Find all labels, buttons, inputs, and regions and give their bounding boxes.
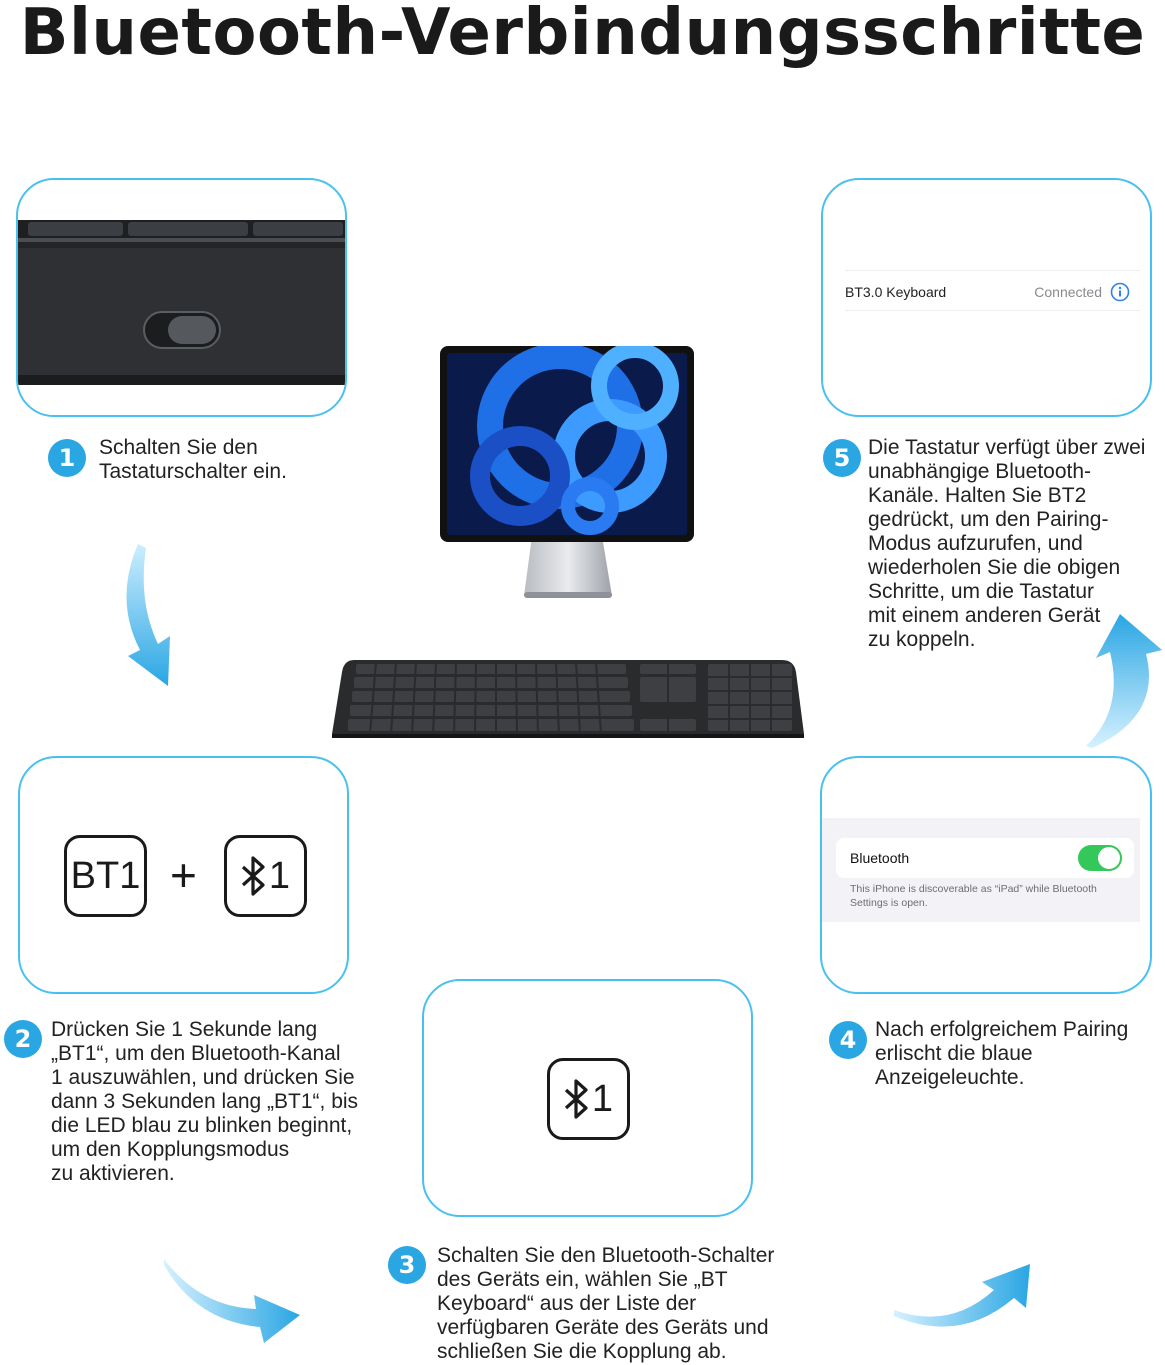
step-2-text: Drücken Sie 1 Sekunde lang „BT1“, um den Bluetooth-Kanal 1 auszuwählen, und drücken Sie dann 3 Sekunden lang „BT1“, bis die LED blau zu blinken beginnt, um den Kopplungsmodus zu aktivieren. (51, 1018, 359, 1185)
step-4-badge: 4 (829, 1021, 867, 1059)
arrow-step4-to-step5 (1080, 610, 1165, 750)
device-list-top-divider (845, 270, 1140, 271)
bluetooth-row (836, 838, 1134, 878)
device-name: BT3.0 Keyboard (845, 284, 947, 300)
card-key-combo (18, 756, 349, 994)
card-bluetooth-settings (820, 756, 1152, 994)
device-list-bottom-divider (845, 310, 1140, 311)
tablet-image (440, 346, 694, 601)
bluetooth-key-label: 1 (268, 854, 291, 897)
step-4-text: Nach erfolgreichem Pairing erlischt die blaue Anzeigeleuchte. (875, 1018, 1129, 1089)
info-icon[interactable] (1110, 282, 1130, 305)
arrow-step1-to-step2 (110, 540, 180, 690)
device-status: Connected (1034, 284, 1102, 300)
bluetooth-icon (564, 1079, 590, 1119)
card-bluetooth-key (422, 979, 753, 1217)
page-title: Bluetooth-Verbindungsschritte (19, 0, 1146, 70)
settings-panel (822, 818, 1140, 922)
arrow-step2-to-step3 (160, 1255, 305, 1350)
bt1-key (64, 835, 147, 917)
keyboard-side-image (18, 180, 347, 417)
keyboard-image (332, 658, 804, 740)
bluetooth-key (224, 835, 307, 917)
toggle-knob (1098, 847, 1120, 869)
step-1-badge: 1 (48, 439, 86, 477)
arrow-step3-to-step4 (890, 1260, 1035, 1330)
step-1-text: Schalten Sie den Tastaturschalter ein. (99, 436, 287, 483)
discoverable-note: This iPhone is discoverable as “iPad” while Bluetooth Settings is open. (850, 883, 1097, 909)
card-device-list (821, 178, 1152, 417)
bluetooth-key-large-label: 1 (591, 1077, 614, 1120)
card-keyboard-switch (16, 178, 347, 417)
step-3-badge: 3 (388, 1246, 426, 1284)
bluetooth-toggle[interactable] (1078, 845, 1122, 871)
bt1-key-label: BT1 (70, 854, 141, 897)
bluetooth-label: Bluetooth (850, 850, 910, 866)
step-2-badge: 2 (4, 1020, 42, 1058)
step-5-text: Die Tastatur verfügt über zwei unabhängige Bluetooth- Kanäle. Halten Sie BT2 gedrückt, um den Pairing- Modus aufzurufen, und wiederholen Sie die obigen Schritte, um die Tastatur mit einem anderen Gerät zu koppeln. (868, 436, 1146, 651)
step-5-badge: 5 (823, 439, 861, 477)
bluetooth-key-large (547, 1058, 630, 1140)
step-3-text: Schalten Sie den Bluetooth-Schalter des Geräts ein, wählen Sie „BT Keyboard“ aus der Liste der verfügbaren Geräte des Geräts und schließen Sie die Kopplung ab. (437, 1244, 775, 1363)
bluetooth-icon (241, 856, 267, 896)
plus-sign: + (170, 849, 197, 901)
